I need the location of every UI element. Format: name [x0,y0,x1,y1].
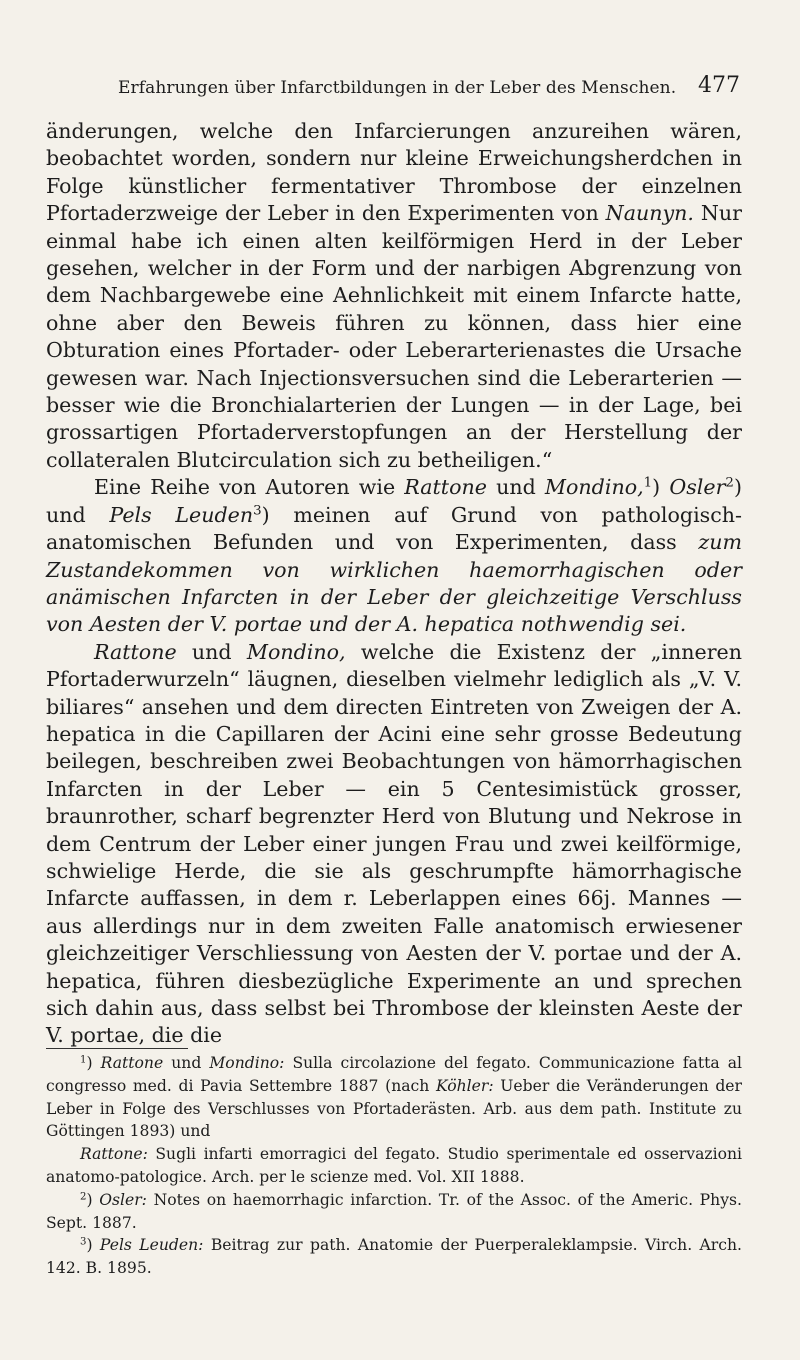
author-osler: Osler [669,475,726,500]
footnote-2-text: Notes on haemorrhagic infarction. Tr. of the Assoc. of the Americ. Phys. Sept. 1887. [46,1190,742,1232]
paragraph-1 [46,118,742,474]
author-rattone: Rattone [404,475,487,500]
page-number: 477 [698,73,740,98]
author-mondino: Mondino, [544,475,644,500]
footnote-3-author-pels-leuden: Pels Leuden: [99,1236,204,1255]
paragraph-2-text-continued: ) meinen auf Grund von pathologisch-anatomischen Befunden und von Experimenten, dass [46,502,742,555]
paragraph-1-text-continued: Nur einmal habe ich einen alten keilförmigen Herd in der Leber gesehen, welcher in der Form und der narbigen Abgrenzung von dem Nachbargewebe eine Aehnlichkeit mit einem Infarcte hatte, ohne aber den Beweis führen zu können, dass hier eine Obturation eines Pfortader- oder Leberarterienastes die Ursache gewesen war. Nach Injectionsversuchen sind die Leberarterien — besser wie die Bronchialarterien der Lungen — in der Lage, bei grossartigen Pfortaderverstopfungen an der Herstellung der collateralen Blutcirculation sich zu betheiligen.“ [46,201,742,472]
author-naunyn: Naunyn. [605,201,694,226]
footnote-3 [46,1234,742,1280]
paragraph-2-emphasis: zum Zustandekommen von wirklichen haemorrhagischen oder anämischen Infarcten in der Leber der gleichzeitige Verschluss von Aesten der V. portae und der A. hepatica nothwendig sei. [46,530,742,637]
paragraph-1-text: änderungen, welche den Infarcierungen anzureihen wären, beobachtet worden, sondern nur kleine Erweichungsherdchen in Folge künstlicher fermentativer Thrombose der einzelnen Pfortaderzweige der Leber in den Experimenten von [46,119,742,226]
footnote-1 [46,1052,742,1143]
footnote-3-text: Beitrag zur path. Anatomie der Puerperaleklampsie. Virch. Arch. 142. B. 1895. [46,1236,742,1278]
paragraph-3 [46,639,742,1050]
footnote-divider [46,1048,188,1049]
author-mondino: Mondino, [246,639,346,664]
footnote-mark-3: 3 [80,1236,87,1248]
footnote-1b [46,1143,742,1189]
footnote-ref-2: 2 [725,475,734,491]
paragraph-3-and: und [176,639,247,664]
paragraph-2 [46,474,742,638]
footnote-mark-1: 1 [80,1054,87,1066]
page-header [118,72,744,104]
footnote-1b-author-rattone: Rattone: [80,1145,148,1164]
footnote-ref-3: 3 [253,503,262,519]
footnote-1-and: und [163,1054,210,1072]
paragraph-2-paren-2: ) und [46,475,742,527]
footnote-2-author-osler: Osler: [99,1190,147,1209]
footnote-3-paren: ) [86,1236,100,1255]
footnote-1b-text: Sugli infarti emorragici del fegato. Studio sperimentale ed osservazioni anatomo-patologice. Arch. per le scienze med. Vol. XII 1888. [46,1145,742,1186]
footnote-1-paren: ) [86,1054,101,1072]
footnote-2 [46,1189,742,1235]
footnote-1-author-mondino: Mondino: [209,1054,285,1072]
footnote-ref-1: 1 [643,475,653,491]
author-pels-leuden: Pels Leuden [109,502,254,527]
running-title: Erfahrungen über Infarctbildungen in der Leber des Menschen. [118,78,677,98]
paragraph-3-text: welche die Existenz der „inneren Pfortaderwurzeln“ läugnen, dieselben vielmehr lediglich als „V. V. biliares“ ansehen und dem directen Eintreten von Zweigen der A. hepatica in die Capillaren der Acini eine sehr grosse Bedeutung beilegen, beschreiben zwei Beobachtungen von hämorrhagischen Infarcten in der Leber — ein 5 Centesimistück grosser, braunrother, scharf begrenzter Herd von Blutung und Nekrose in dem Centrum der Leber einer jungen Frau und zwei keilförmige, schwielige Herde, die sie als geschrumpfte hämorrhagische Infarcte auffassen, in dem r. Leberlappen eines 66j. Mannes — aus allerdings nur in dem zweiten Falle anatomisch erwiesener gleichzeitiger Verschliessung von Aesten der V. portae und der A. hepatica, führen diesbezügliche Experimente an und sprechen sich dahin aus, dass selbst bei Thrombose der kleinsten Aeste der V. portae, die die [46,639,742,1048]
footnote-1-author-rattone: Rattone [100,1054,164,1072]
footnote-1-text: Sulla circolazione del fegato. Communicazione fatta al congresso med. di Pavia Settembre 1887 (nach [46,1054,743,1095]
author-rattone: Rattone [94,639,177,664]
paragraph-2-and: und [486,475,545,500]
paragraph-2-paren-1: ) [652,475,670,500]
footnote-1-author-kohler: Köhler: [435,1076,494,1095]
footnote-2-paren: ) [86,1190,100,1209]
body-text [46,118,742,1050]
footnotes [46,1052,742,1280]
footnote-1-text-continued: Ueber die Veränderungen der Leber in Folge des Verschlusses von Pfortaderästen. Arb. aus dem path. Institute zu Göttingen 1893) und [46,1076,742,1141]
footnote-mark-2: 2 [80,1191,87,1203]
paragraph-2-text: Eine Reihe von Autoren wie [94,475,405,500]
